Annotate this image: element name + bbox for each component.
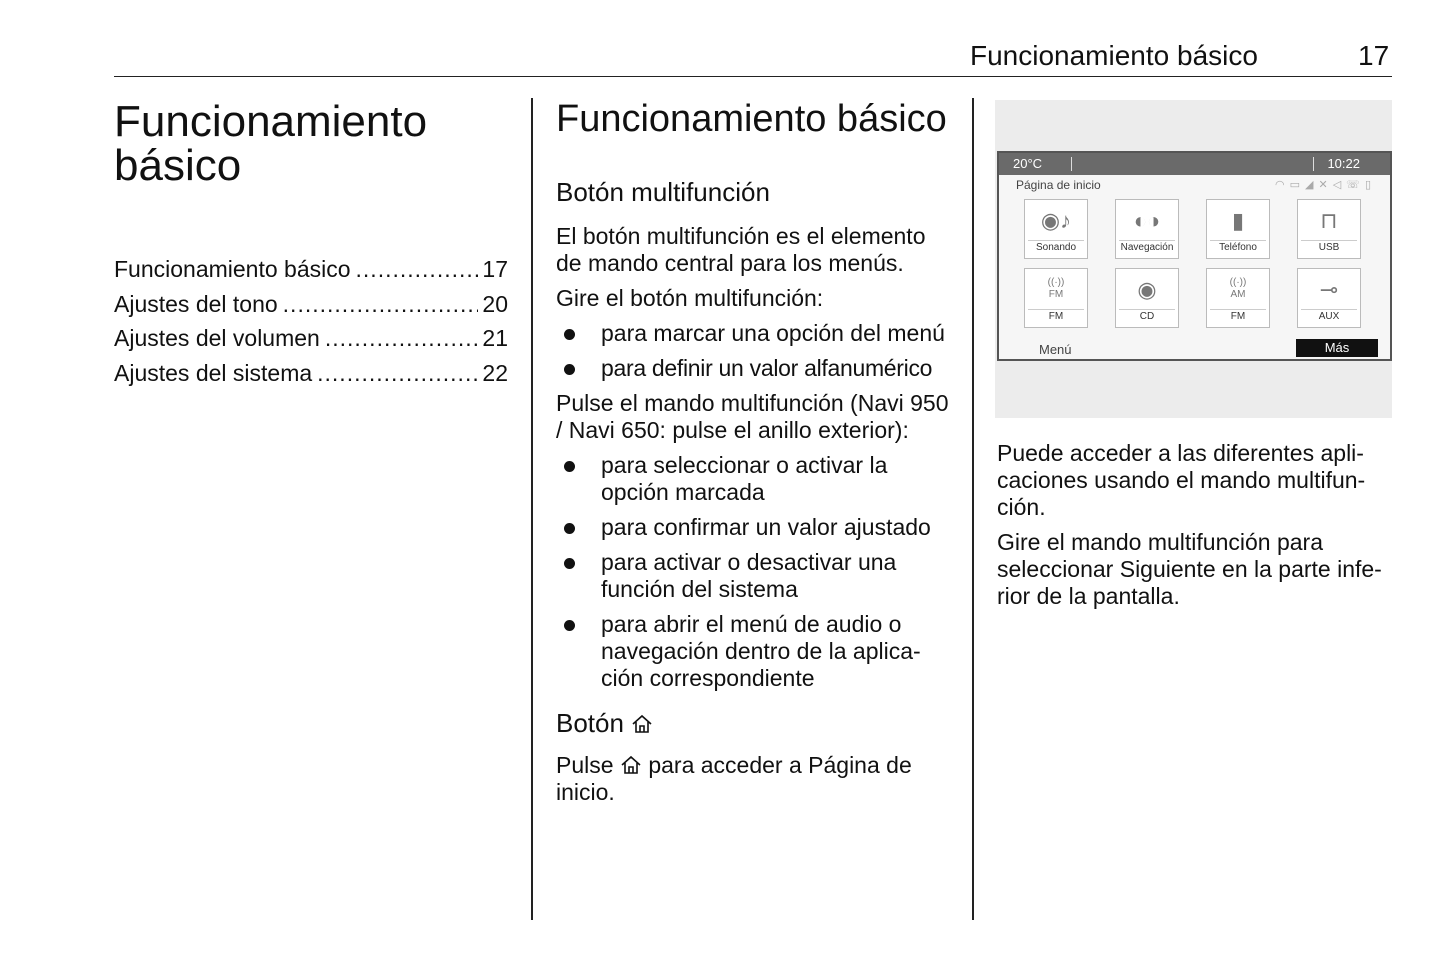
bullet-icon <box>564 523 575 534</box>
phone-icon: ▮ <box>1231 208 1245 233</box>
table-of-contents <box>114 256 508 394</box>
list-item <box>556 514 952 541</box>
app-tile-cd[interactable] <box>1115 268 1179 328</box>
bluetooth-icon: ✕ <box>1318 179 1333 191</box>
battery-icon: ▯ <box>1364 179 1376 191</box>
aux-icon: ⊸ <box>1319 277 1339 302</box>
status-icons <box>1275 178 1376 191</box>
signal-icon: ◢ <box>1305 179 1319 191</box>
home-icon <box>631 714 653 734</box>
list-item-text: para confirmar un valor ajustado <box>601 514 931 540</box>
app-tile-telefono[interactable] <box>1206 199 1270 259</box>
home-button-text <box>556 752 952 806</box>
list-item <box>556 320 952 347</box>
clock-readout: 10:22 <box>1327 156 1360 171</box>
app-tile-sonando[interactable] <box>1024 199 1088 259</box>
app-tile-navegacion[interactable] <box>1115 199 1179 259</box>
app-tile-label: Navegación <box>1120 242 1174 253</box>
turn-bullet-list <box>556 320 952 382</box>
fm-radio-icon: ((·)) FM <box>1047 277 1065 300</box>
home-text-after: para acceder a Página de inicio. <box>556 752 912 805</box>
app-tile-am[interactable] <box>1206 268 1270 328</box>
multifunction-section <box>556 177 952 806</box>
app-tile-label: Teléfono <box>1210 240 1266 255</box>
app-tile-label: AUX <box>1301 309 1357 324</box>
toc-leader-dots <box>283 291 479 318</box>
toc-entry[interactable] <box>114 291 508 326</box>
list-item <box>556 452 952 506</box>
infotainment-screenshot <box>997 151 1392 361</box>
list-item-text: para definir un valor alfanumérico <box>601 355 933 381</box>
toc-entry[interactable] <box>114 360 508 395</box>
navigation-icon: ◐◑ <box>1133 208 1161 233</box>
home-page-label: Página de inicio <box>1016 178 1101 192</box>
toc-leader-dots <box>325 325 479 352</box>
home-button-heading <box>556 708 952 738</box>
column-divider <box>531 98 533 920</box>
turn-lead: Gire el botón multifunción: <box>556 285 824 311</box>
list-item <box>556 355 952 382</box>
header-divider <box>114 76 1392 77</box>
list-item-text: para seleccionar o activar la opción marcada <box>601 452 888 505</box>
chapter-title-line: básico <box>114 141 242 190</box>
fm-icon-text: FM <box>1048 289 1064 300</box>
bullet-icon <box>564 329 575 340</box>
cd-icon: ◉ <box>1137 277 1157 302</box>
message-icon: ▭ <box>1289 179 1306 191</box>
toc-entry-page: 21 <box>482 325 508 351</box>
toc-entry-page: 17 <box>482 256 508 282</box>
right-column-text <box>997 440 1392 610</box>
bullet-icon <box>564 620 575 631</box>
page-number: 17 <box>1358 40 1390 71</box>
press-lead: Pulse el mando multifunción (Navi 950 / Navi 650: pulse el anillo exterior): <box>556 390 949 443</box>
app-tile-label: CD <box>1119 309 1175 324</box>
list-item-text: para abrir el menú de audio o navegación dentro de la aplica- ción correspondiente <box>601 611 921 691</box>
toc-entry[interactable] <box>114 256 508 291</box>
section-title: Funcionamiento básico <box>556 98 947 140</box>
mute-icon: ◁ <box>1332 179 1347 191</box>
am-icon-text: AM <box>1230 289 1246 300</box>
wifi-icon: ◠ <box>1275 179 1290 191</box>
right-para-1: Puede acceder a las diferentes apli- caciones usando el mando multifun- ción. <box>997 440 1366 520</box>
app-tile-usb[interactable] <box>1297 199 1361 259</box>
toc-entry[interactable] <box>114 325 508 360</box>
call-icon: ☏ <box>1346 179 1365 191</box>
bullet-icon <box>564 364 575 375</box>
app-tile-fm[interactable] <box>1024 268 1088 328</box>
home-icon <box>620 755 642 775</box>
list-item-text: para marcar una opción del menú <box>601 320 945 346</box>
status-bar <box>999 153 1390 175</box>
list-item-text: para activar o desactivar una función del sistema <box>601 549 897 602</box>
toc-entry-label: Ajustes del sistema <box>114 359 313 386</box>
toc-leader-dots <box>317 360 478 387</box>
multifunction-intro: El botón multifunción es el elemento de mando central para los menús. <box>556 223 926 276</box>
temperature-readout: 20°C <box>1013 156 1043 171</box>
app-tile-label: USB <box>1301 240 1357 255</box>
press-bullet-list <box>556 452 952 692</box>
column-divider <box>972 98 974 920</box>
status-separator <box>1313 157 1314 171</box>
chapter-title-line: Funcionamiento <box>114 97 428 146</box>
cd-music-icon: ◉♪ <box>1040 208 1072 233</box>
toc-entry-page: 20 <box>482 290 508 317</box>
app-tile-label: FM <box>1028 309 1084 324</box>
toc-leader-dots <box>356 256 479 283</box>
home-text-before: Pulse <box>556 752 614 778</box>
list-item <box>556 611 952 692</box>
status-separator <box>1071 157 1072 171</box>
home-button-heading-text: Botón <box>556 708 624 738</box>
bullet-icon <box>564 558 575 569</box>
usb-icon: ⊓ <box>1320 208 1338 233</box>
toc-entry-label: Ajustes del tono <box>114 290 278 317</box>
bullet-icon <box>564 461 575 472</box>
am-radio-icon: ((·)) AM <box>1229 277 1247 300</box>
app-tile-aux[interactable] <box>1297 268 1361 328</box>
toc-entry-page: 22 <box>482 359 508 386</box>
menu-button[interactable]: Menú <box>1039 342 1072 357</box>
list-item <box>556 549 952 603</box>
toc-entry-label: Funcionamiento básico <box>114 256 351 282</box>
multifunction-heading: Botón multifunción <box>556 177 770 207</box>
more-button[interactable]: Más <box>1296 339 1378 357</box>
chapter-title <box>114 97 428 190</box>
app-tile-label: Sonando <box>1028 240 1084 255</box>
right-para-2: Gire el mando multifunción para seleccionar Siguiente en la parte infe- rior de la pantalla. <box>997 529 1382 609</box>
running-header-title: Funcionamiento básico <box>970 40 1258 71</box>
toc-entry-label: Ajustes del volumen <box>114 325 320 351</box>
app-tile-label: FM <box>1210 309 1266 324</box>
